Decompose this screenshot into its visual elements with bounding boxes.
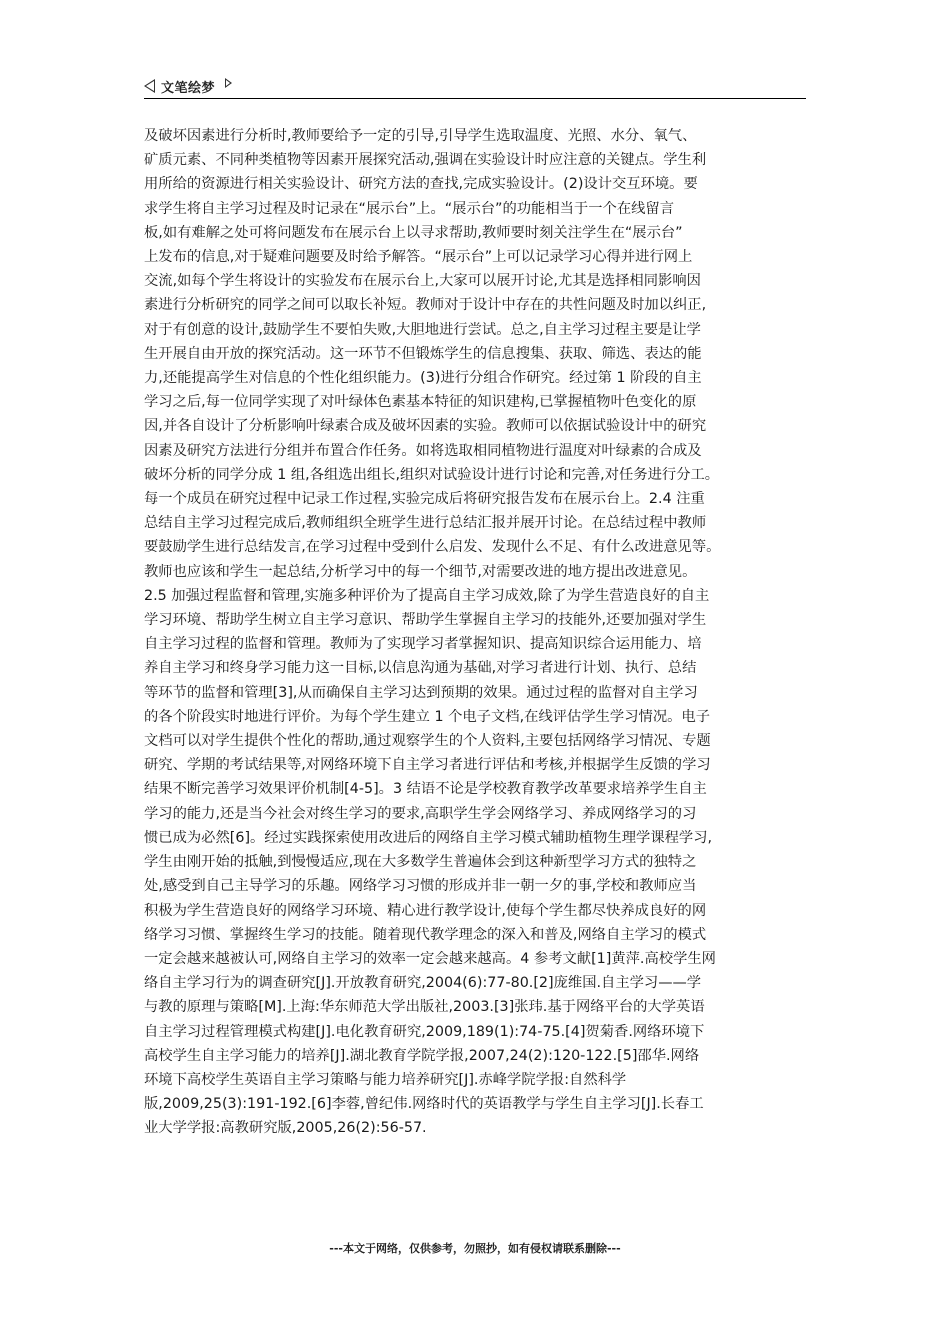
body-line: 的各个阶段实时地进行评价。为每个学生建立 1 个电子文档,在线评估学生学习情况。电子 [144, 708, 711, 725]
footer-disclaimer: ---本文于网络，仅供参考，勿照抄，如有侵权请联系删除--- [329, 1242, 621, 1255]
body-line: 积极为学生营造良好的网络学习环境、精心进行教学设计,使每个学生都尽快养成良好的网 [144, 902, 707, 919]
body-line: 络学习习惯、掌握终生学习的技能。随着现代教学理念的深入和普及,网络自主学习的模式 [144, 926, 707, 943]
body-line: 学习的能力,还是当今社会对终生学习的要求,高职学生学会网络学习、养成网络学习的习 [144, 805, 697, 822]
body-line: 教师也应该和学生一起总结,分析学习中的每一个细节,对需要改进的地方提出改进意见。 [144, 563, 697, 580]
body-paragraph [144, 124, 808, 1141]
body-line: 用所给的资源进行相关实验设计、研究方法的查找,完成实验设计。(2)设计交互环境。要 [144, 176, 698, 193]
triangle-right-icon [225, 78, 232, 88]
body-line: 2.5 加强过程监督和管理,实施多种评价为了提高自主学习成效,除了为学生营造良好的自主 [144, 587, 710, 604]
body-line: 矿质元素、不同种类植物等因素开展探究活动,强调在实验设计时应注意的关键点。学生利 [144, 152, 707, 169]
body-line: 要鼓励学生进行总结发言,在学习过程中受到什么启发、发现什么不足、有什么改进意见等。 [144, 539, 721, 556]
body-line: 文档可以对学生提供个性化的帮助,通过观察学生的个人资料,主要包括网络学习情况、专题 [144, 733, 711, 750]
body-line: 版,2009,25(3):191-192.[6]李蓉,曾纪伟.网络时代的英语教学与学生自主学习[J].长春工 [144, 1096, 704, 1113]
body-line: 学习环境、帮助学生树立自主学习意识、帮助学生掌握自主学习的技能外,还要加强对学生 [144, 612, 707, 629]
body-line: 等环节的监督和管理[3],从而确保自主学习达到预期的效果。通过过程的监督对自主学习 [144, 684, 698, 701]
body-line: 自主学习过程管理模式构建[J].电化教育研究,2009,189(1):74-75.[4]贺菊香.网络环境下 [144, 1023, 705, 1040]
body-line: 一定会越来越被认可,网络自主学习的效率一定会越来越高。4 参考文献[1]黄萍.高校学生网 [144, 950, 716, 967]
header-title: 文笔绘梦 [161, 80, 216, 96]
body-line: 交流,如每个学生将设计的实验发布在展示台上,大家可以展开讨论,尤其是选择相同影响因 [144, 273, 701, 290]
body-line: 总结自主学习过程完成后,教师组织全班学生进行总结汇报并展开讨论。在总结过程中教师 [144, 515, 707, 532]
body-line: 对于有创意的设计,鼓励学生不要怕失败,大胆地进行尝试。总之,自主学习过程主要是让学 [144, 321, 701, 338]
body-line: 素进行分析研究的同学之间可以取长补短。教师对于设计中存在的共性问题及时加以纠正, [144, 297, 707, 314]
body-line: 自主学习过程的监督和管理。教师为了实现学习者掌握知识、提高知识综合运用能力、培 [144, 636, 702, 653]
body-line: 处,感受到自己主导学习的乐趣。网络学习习惯的形成并非一朝一夕的事,学校和教师应当 [144, 878, 697, 895]
body-line: 求学生将自主学习过程及时记录在“展示台”上。“展示台”的功能相当于一个在线留言 [144, 200, 675, 217]
body-line: 每一个成员在研究过程中记录工作过程,实验完成后将研究报告发布在展示台上。2.4 注重 [144, 491, 705, 508]
body-line: 与教的原理与策略[M].上海:华东师范大学出版社,2003.[3]张玮.基于网络平台的大学英语 [144, 999, 705, 1016]
body-line: 板,如有难解之处可将问题发布在展示台上以寻求帮助,教师要时刻关注学生在“展示台” [144, 224, 683, 241]
body-line: 高校学生自主学习能力的培养[J].湖北教育学院学报,2007,24(2):120-122.[5]邵华.网络 [144, 1047, 700, 1064]
body-line: 力,还能提高学生对信息的个性化组织能力。(3)进行分组合作研究。经过第 1 阶段的自主 [144, 370, 702, 387]
body-line: 因素及研究方法进行分组并布置合作任务。如将选取相同植物进行温度对叶绿素的合成及 [144, 442, 702, 459]
body-line: 学生由刚开始的抵触,到慢慢适应,现在大多数学生普遍体会到这种新型学习方式的独特之 [144, 854, 697, 871]
body-line: 破坏分析的同学分成 1 组,各组选出组长,组织对试验设计进行讨论和完善,对任务进行分工。 [144, 466, 720, 483]
body-line: 络自主学习行为的调查研究[J].开放教育研究,2004(6):77-80.[2]庞维国.自主学习——学 [144, 975, 702, 992]
body-line: 研究、学期的考试结果等,对网络环境下自主学习者进行评估和考核,并根据学生反馈的学习 [144, 757, 711, 774]
body-line: 惯已成为必然[6]。经过实践探索使用改进后的网络自主学习模式辅助植物生理学课程学习, [144, 829, 713, 846]
body-line: 上发布的信息,对于疑难问题要及时给予解答。“展示台”上可以记录学习心得并进行网上 [144, 249, 693, 266]
triangle-left-icon [144, 79, 155, 93]
body-line: 环境下高校学生英语自主学习策略与能力培养研究[J].赤峰学院学报:自然科学 [144, 1071, 627, 1088]
body-line: 养自主学习和终身学习能力这一目标,以信息沟通为基础,对学习者进行计划、执行、总结 [144, 660, 697, 677]
page-header [144, 74, 806, 99]
body-line: 及破坏因素进行分析时,教师要给予一定的引导,引导学生选取温度、光照、水分、氧气、 [144, 128, 697, 144]
body-line: 业大学学报:高教研究版,2005,26(2):56-57. [144, 1120, 427, 1137]
body-line: 结果不断完善学习效果评价机制[4-5]。3 结语不论是学校教育教学改革要求培养学生自主 [144, 781, 707, 798]
body-line: 生开展自由开放的探究活动。这一环节不但锻炼学生的信息搜集、获取、筛选、表达的能 [144, 345, 702, 362]
body-line: 学习之后,每一位同学实现了对叶绿体色素基本特征的知识建构,已掌握植物叶色变化的原 [144, 394, 697, 411]
body-line: 因,并各自设计了分析影响叶绿素合成及破坏因素的实验。教师可以依据试验设计中的研究 [144, 418, 707, 435]
